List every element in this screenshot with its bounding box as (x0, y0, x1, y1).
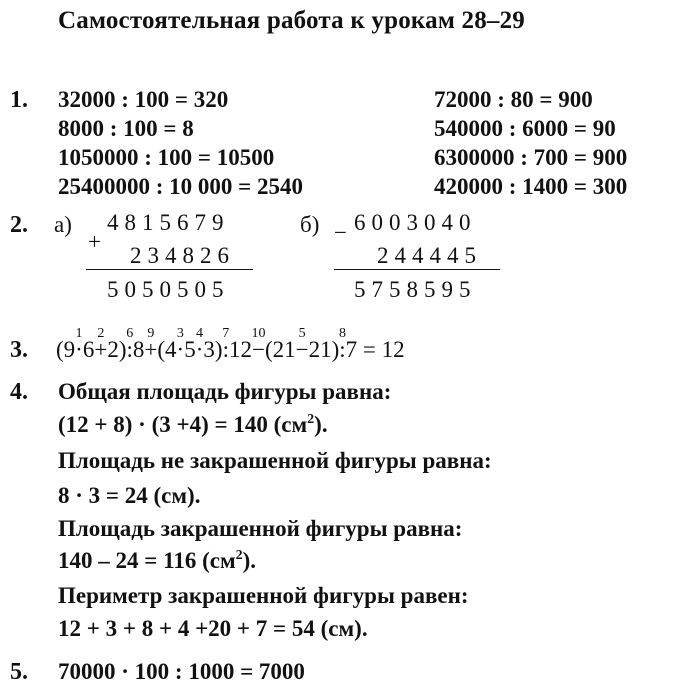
task-2-number: 2. (10, 212, 28, 238)
task-1-left-1: 32000 : 100 = 320 (58, 87, 229, 112)
task-1-left-3: 1050000 : 100 = 10500 (58, 145, 275, 170)
task-4-line-4: 8 · 3 = 24 (см). (58, 483, 201, 508)
task-1-right-1: 72000 : 80 = 900 (434, 87, 593, 112)
task-2b-bottom: 244445 (377, 243, 482, 268)
task-1-right-3: 6300000 : 700 = 900 (434, 145, 628, 170)
task-5-expression: 70000 · 100 : 1000 = 7000 (58, 659, 305, 684)
task-1-left-2: 8000 : 100 = 8 (58, 116, 194, 141)
task-2a-top: 4815679 (107, 210, 230, 235)
task-2a-bottom: 234826 (130, 243, 235, 268)
task-4-line-5: Площадь закрашенной фигуры равна: (58, 516, 463, 541)
task-4-line-7: Периметр закрашенной фигуры равен: (58, 583, 469, 608)
task-4-line-1: Общая площадь фигуры равна: (58, 379, 392, 404)
task-4-number: 4. (10, 379, 28, 405)
task-2a-operator: + (88, 229, 101, 254)
task-5-number: 5. (10, 659, 28, 685)
task-4-line-8: 12 + 3 + 8 + 4 +20 + 7 = 54 (см). (58, 616, 368, 641)
task-2b-result: 5758595 (354, 277, 477, 302)
task-1-number: 1. (10, 87, 28, 113)
task-2a-result: 5050505 (107, 277, 230, 302)
task-4-line-3: Площадь не закрашенной фигуры равна: (58, 448, 492, 473)
page-title: Самостоятельная работа к урокам 28–29 (58, 7, 525, 34)
task-2a-rule (86, 269, 253, 270)
task-2b-top: 6003040 (354, 210, 477, 235)
task-1-right-2: 540000 : 6000 = 90 (434, 116, 616, 141)
task-3-number: 3. (10, 337, 28, 363)
task-2a-label: а) (54, 212, 72, 237)
task-2b-operator: − (334, 220, 347, 245)
task-2b-rule (334, 269, 500, 270)
task-2b-label: б) (300, 212, 320, 237)
task-4-line-2: (12 + 8) · (3 +4) = 140 $(см^2)$. (58, 412, 328, 437)
task-4-line-6: 140 – 24 = 116 $(см^2)$. (58, 548, 257, 573)
task-1-right-4: 420000 : 1400 = 300 (434, 174, 628, 199)
task-3-expression: (9· 1 6+ 2 2): 6 8+ 9 (4· 3 5· 4 3): 7 12− 10 (21− 5 21): 8 7 = 12 (56, 326, 405, 362)
task-1-left-4: 25400000 : 10 000 = 2540 (58, 174, 304, 199)
